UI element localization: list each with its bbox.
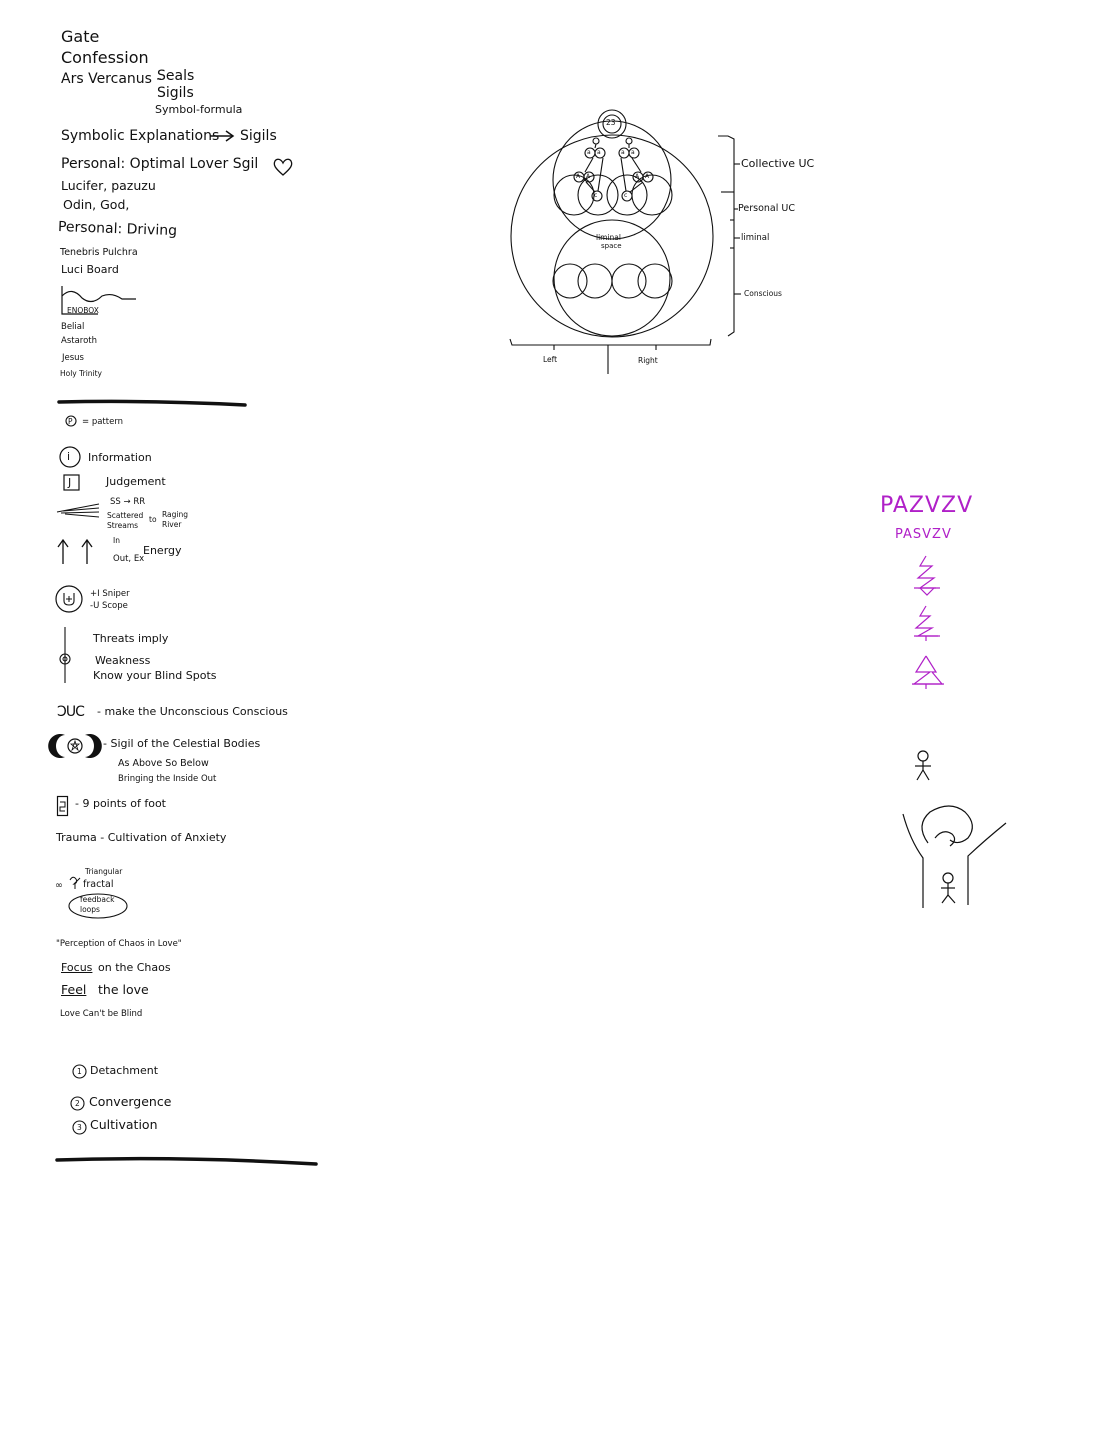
legend-sniper: +I Sniper (90, 589, 130, 599)
label-right: Right (638, 356, 658, 365)
step-number: 2 (75, 1099, 80, 1108)
note-odin: Odin, God, (63, 197, 130, 212)
legend-focus-underlined: Focus (61, 961, 93, 974)
legend-celestial: - Sigil of the Celestial Bodies (103, 737, 261, 750)
note-confession: Confession (61, 48, 149, 67)
legend-love-blind: Love Can't be Blind (60, 1009, 143, 1019)
legend-energy: Energy (143, 544, 182, 557)
note-ars-seals: Seals (157, 68, 195, 84)
legend-perception: "Perception of Chaos in Love" (56, 939, 182, 949)
legend-as-above: As Above So Below (118, 758, 209, 769)
note-ars: Ars Vercanus - (61, 71, 162, 87)
note-ars-symbol: Symbol-formula (155, 103, 243, 116)
legend-weakness: Weakness (95, 654, 151, 667)
legend-loops: loops (80, 905, 100, 914)
note-symbolic: Symbolic Explanations (61, 128, 220, 144)
judge-glyph: J (68, 476, 72, 489)
diagram-node-a: a (631, 149, 635, 156)
legend-fractal: fractal (83, 879, 114, 890)
note-jesus: Jesus (62, 353, 84, 363)
legend-focus-rest: on the Chaos (98, 961, 171, 974)
legend-triangular: Triangular (85, 867, 123, 876)
diagram-node-aa: A (645, 173, 650, 180)
diagram-node-aa: A (635, 173, 640, 180)
diagram-node-c: c (624, 192, 628, 199)
note-personal-1: Personal: Optimal Lover Sgil (61, 156, 259, 172)
legend-streams: Streams (107, 521, 139, 530)
legend-feedback: feedback (80, 895, 115, 904)
legend-feel-rest: the love (98, 982, 149, 997)
legend-blindspots: Know your Blind Spots (93, 669, 217, 682)
diagram-node-c: c (594, 192, 598, 199)
legend-judgement: Judgement (106, 475, 166, 488)
note-gate: Gate (61, 27, 100, 46)
step-label: Detachment (90, 1064, 159, 1077)
note-trinity: Holy Trinity (60, 369, 102, 378)
note-ars-sigils: Sigils (157, 85, 194, 101)
legend-feel-underlined: Feel (61, 982, 87, 997)
diagram-top-glyph: 23 (606, 118, 616, 127)
legend-threats: Threats imply (93, 632, 169, 645)
note-luci: Luci Board (61, 263, 119, 276)
step-label: Convergence (89, 1094, 172, 1109)
note-personal-2: Personal: Driving (57, 219, 178, 240)
pazuzu-subtitle: PASVZV (895, 527, 952, 542)
label-collective-uc: Collective UC (741, 157, 815, 170)
diagram-space: space (601, 242, 622, 250)
legend-scattered: Scattered (107, 511, 144, 520)
diagram-node-a: a (587, 149, 591, 156)
note-symbolic-sigils: Sigils (240, 128, 277, 144)
legend-raging: Raging (162, 510, 189, 519)
pattern-glyph: P (68, 417, 73, 426)
note-enobox: ENOBOX (67, 306, 99, 315)
uc-glyph: ƆUC (57, 704, 84, 720)
note-astaroth: Astaroth (61, 336, 98, 346)
legend-trauma: Trauma - Cultivation of Anxiety (56, 831, 227, 844)
step-label: Cultivation (90, 1117, 158, 1132)
label-conscious: Conscious (744, 289, 782, 298)
legend-river: River (162, 520, 182, 529)
diagram-node-aa: A (586, 173, 591, 180)
legend-information: Information (88, 451, 152, 464)
legend-in: In (113, 536, 120, 545)
pazuzu-title: PAZVZV (880, 493, 974, 518)
diagram-node-a: a (621, 149, 625, 156)
step-number: 1 (77, 1067, 82, 1076)
note-belial: Belial (61, 322, 85, 332)
legend-scope: -U Scope (90, 601, 128, 611)
legend-make-uc: - make the Unconscious Conscious (97, 705, 288, 718)
legend-pattern: = pattern (82, 417, 124, 427)
legend-inside-out: Bringing the Inside Out (118, 774, 217, 784)
label-liminal: liminal (741, 233, 770, 243)
note-tenebris: Tenebris Pulchra (60, 247, 138, 258)
note-lucifer: Lucifer, pazuzu (61, 178, 156, 193)
info-glyph: i (67, 450, 71, 463)
label-personal-uc: Personal UC (738, 203, 795, 214)
step-number: 3 (77, 1123, 82, 1132)
infinity-glyph: ∞ (55, 880, 63, 891)
legend-points: - 9 points of foot (75, 797, 166, 810)
diagram-node-a: a (597, 149, 601, 156)
diagram-liminal: liminal (596, 233, 621, 242)
legend-ss-rr: SS → RR (110, 497, 146, 507)
legend-out-ex: Out, Ex (113, 554, 145, 564)
diagram-node-aa: A (576, 173, 581, 180)
legend-to: to (149, 515, 157, 524)
label-left: Left (543, 355, 558, 364)
